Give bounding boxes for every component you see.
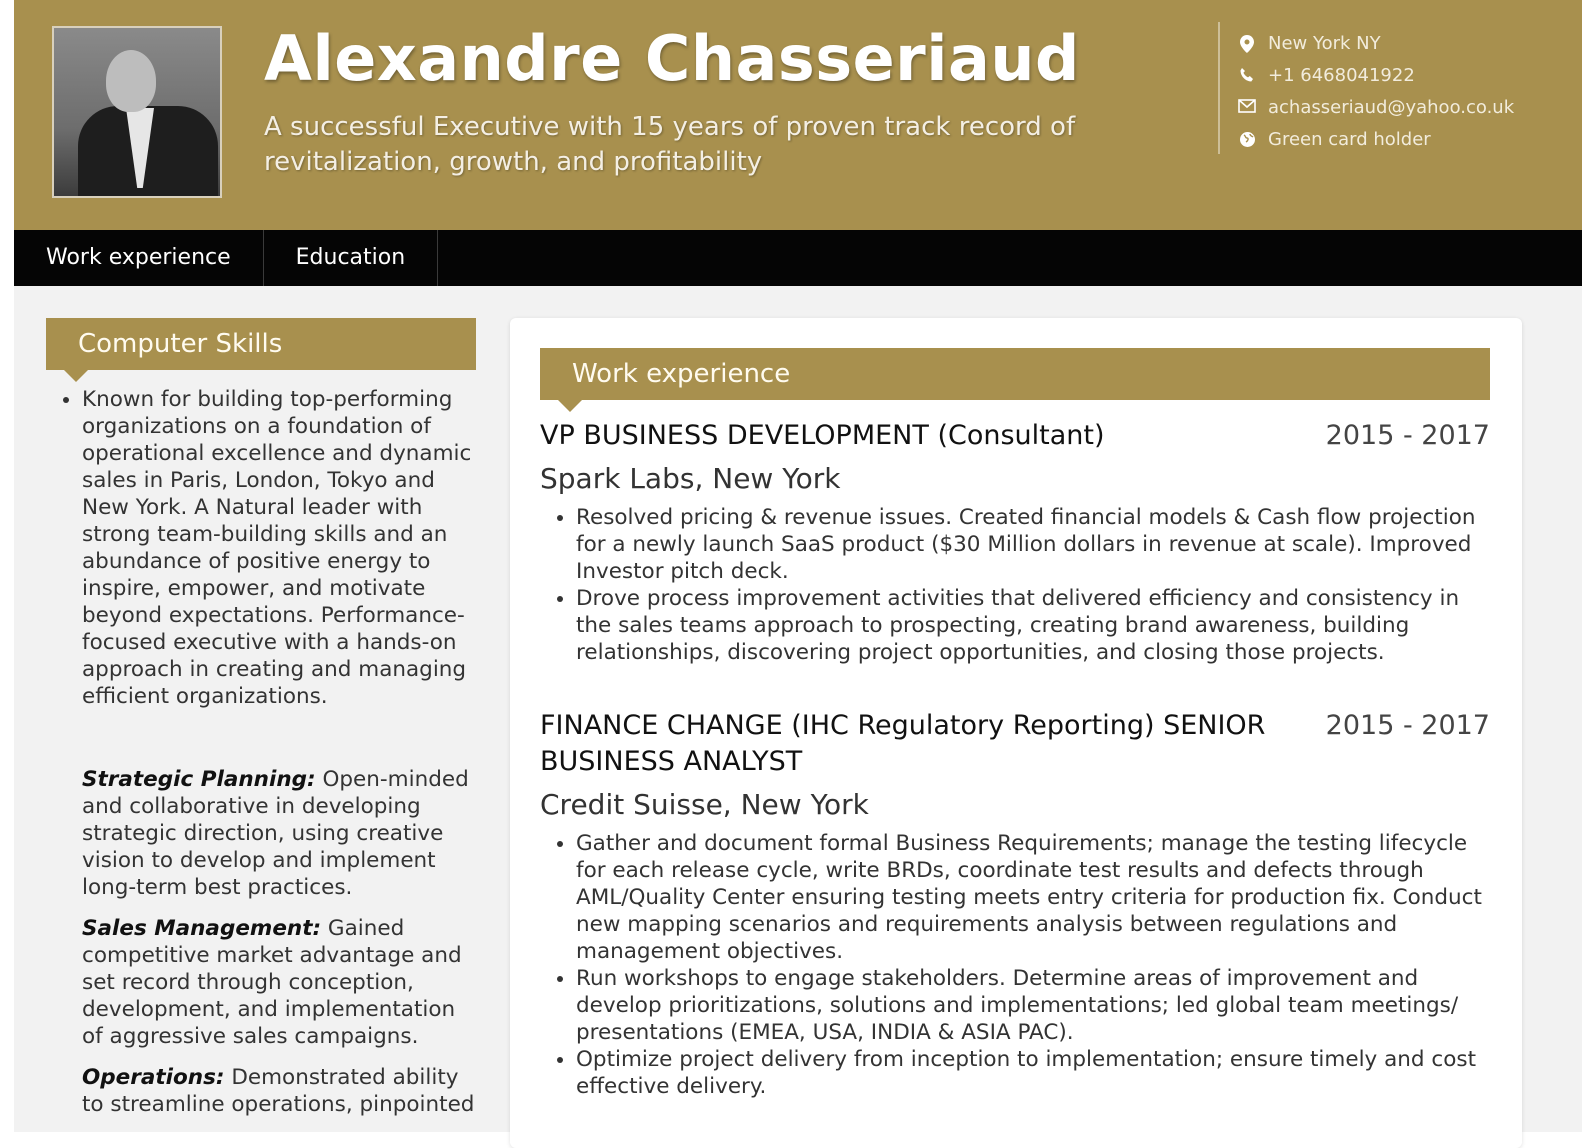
computer-skills-heading: Computer Skills [46,318,476,370]
job-bullet: • Gather and document formal Business Requirements; manage the testing lifecycle for each release cycle, write BRDs, coordinate test results and defects through AML/Quality Center ensuring testing meets entry criteria for production fix. Conduct new mapping scenarios and requirements analysis between regulations and management objectives. [576,830,1490,965]
skill-sales-management: Sales Management: Gained competitive market advantage and set record through conception, development, and implementation of aggressive sales campaigns. [82,916,462,1049]
job-bullet: • Run workshops to engage stakeholders. Determine areas of improvement and develop prioritizations, solutions and implementations; led global team meetings/ presentations (EMEA, USA, INDIA & ASIA PAC). [576,965,1490,1046]
job-company: Spark Labs, New York [540,462,841,495]
resume-header [14,0,1582,230]
work-experience-card [510,318,1522,1148]
skill-strategic-planning: Strategic Planning: Open-minded and collaborative in developing strategic direction, using creative vision to develop and implement long-term best practices. [82,767,469,900]
job-bullet: • Resolved pricing & revenue issues. Created financial models & Cash flow projection for a newly launch SaaS product ($30 Million dollars in revenue at scale). Improved Investor pitch deck. [576,504,1490,585]
work-experience-heading: Work experience [540,348,1490,400]
contact-phone[interactable]: +1 6468041922 [1238,60,1514,92]
contact-list [1238,28,1514,156]
job-company: Credit Suisse, New York [540,788,869,821]
location-pin-icon [1238,35,1256,53]
person-name: Alexandre Chasseriaud [264,22,1080,95]
globe-icon [1238,131,1256,149]
contact-status: Green card holder [1238,124,1514,156]
profile-photo [52,26,222,198]
envelope-icon [1238,99,1256,117]
job-entry [540,708,1490,1100]
contact-divider [1218,22,1220,154]
job-title: FINANCE CHANGE (IHC Regulatory Reporting) SENIOR BUSINESS ANALYST [540,710,1266,777]
contact-location: New York NY [1238,28,1514,60]
summary-list [46,386,476,710]
job-title: VP BUSINESS DEVELOPMENT (Consultant) [540,420,1105,451]
left-column [46,318,476,1118]
job-bullets [540,504,1490,666]
summary-item: • Known for building top-performing organizations on a foundation of operational excellence and dynamic sales in Paris, London, Tokyo and New York. A Natural leader with strong team-building skills and an abundance of positive energy to inspire, empower, and motivate beyond expectations. Performance-focused executive with a hands-on approach in creating and managing efficient organizations. [82,386,476,710]
job-bullet: • Optimize project delivery from inception to implementation; ensure timely and cost effective delivery. [576,1046,1490,1100]
job-dates: 2015 - 2017 [1325,710,1490,741]
tab-education[interactable]: Education [264,230,439,286]
job-bullet: • Drove process improvement activities that delivered efficiency and consistency in the sales teams approach to prospecting, creating brand awareness, building relationships, discovering project opportunities, and closing those projects. [576,585,1490,666]
tagline: A successful Executive with 15 years of proven track record of revitalization, growth, and profitability [264,112,1076,177]
tab-work-experience[interactable]: Work experience [14,230,264,286]
skill-operations: Operations: Demonstrated ability to streamline operations, pinpointed [82,1065,475,1117]
resume-page [14,0,1582,1132]
job-dates: 2015 - 2017 [1325,420,1490,451]
job-entry [540,418,1490,666]
contact-email[interactable]: achasseriaud@yahoo.co.uk [1238,92,1514,124]
job-bullets [540,830,1490,1100]
phone-icon [1238,67,1256,85]
section-nav [14,230,1582,286]
